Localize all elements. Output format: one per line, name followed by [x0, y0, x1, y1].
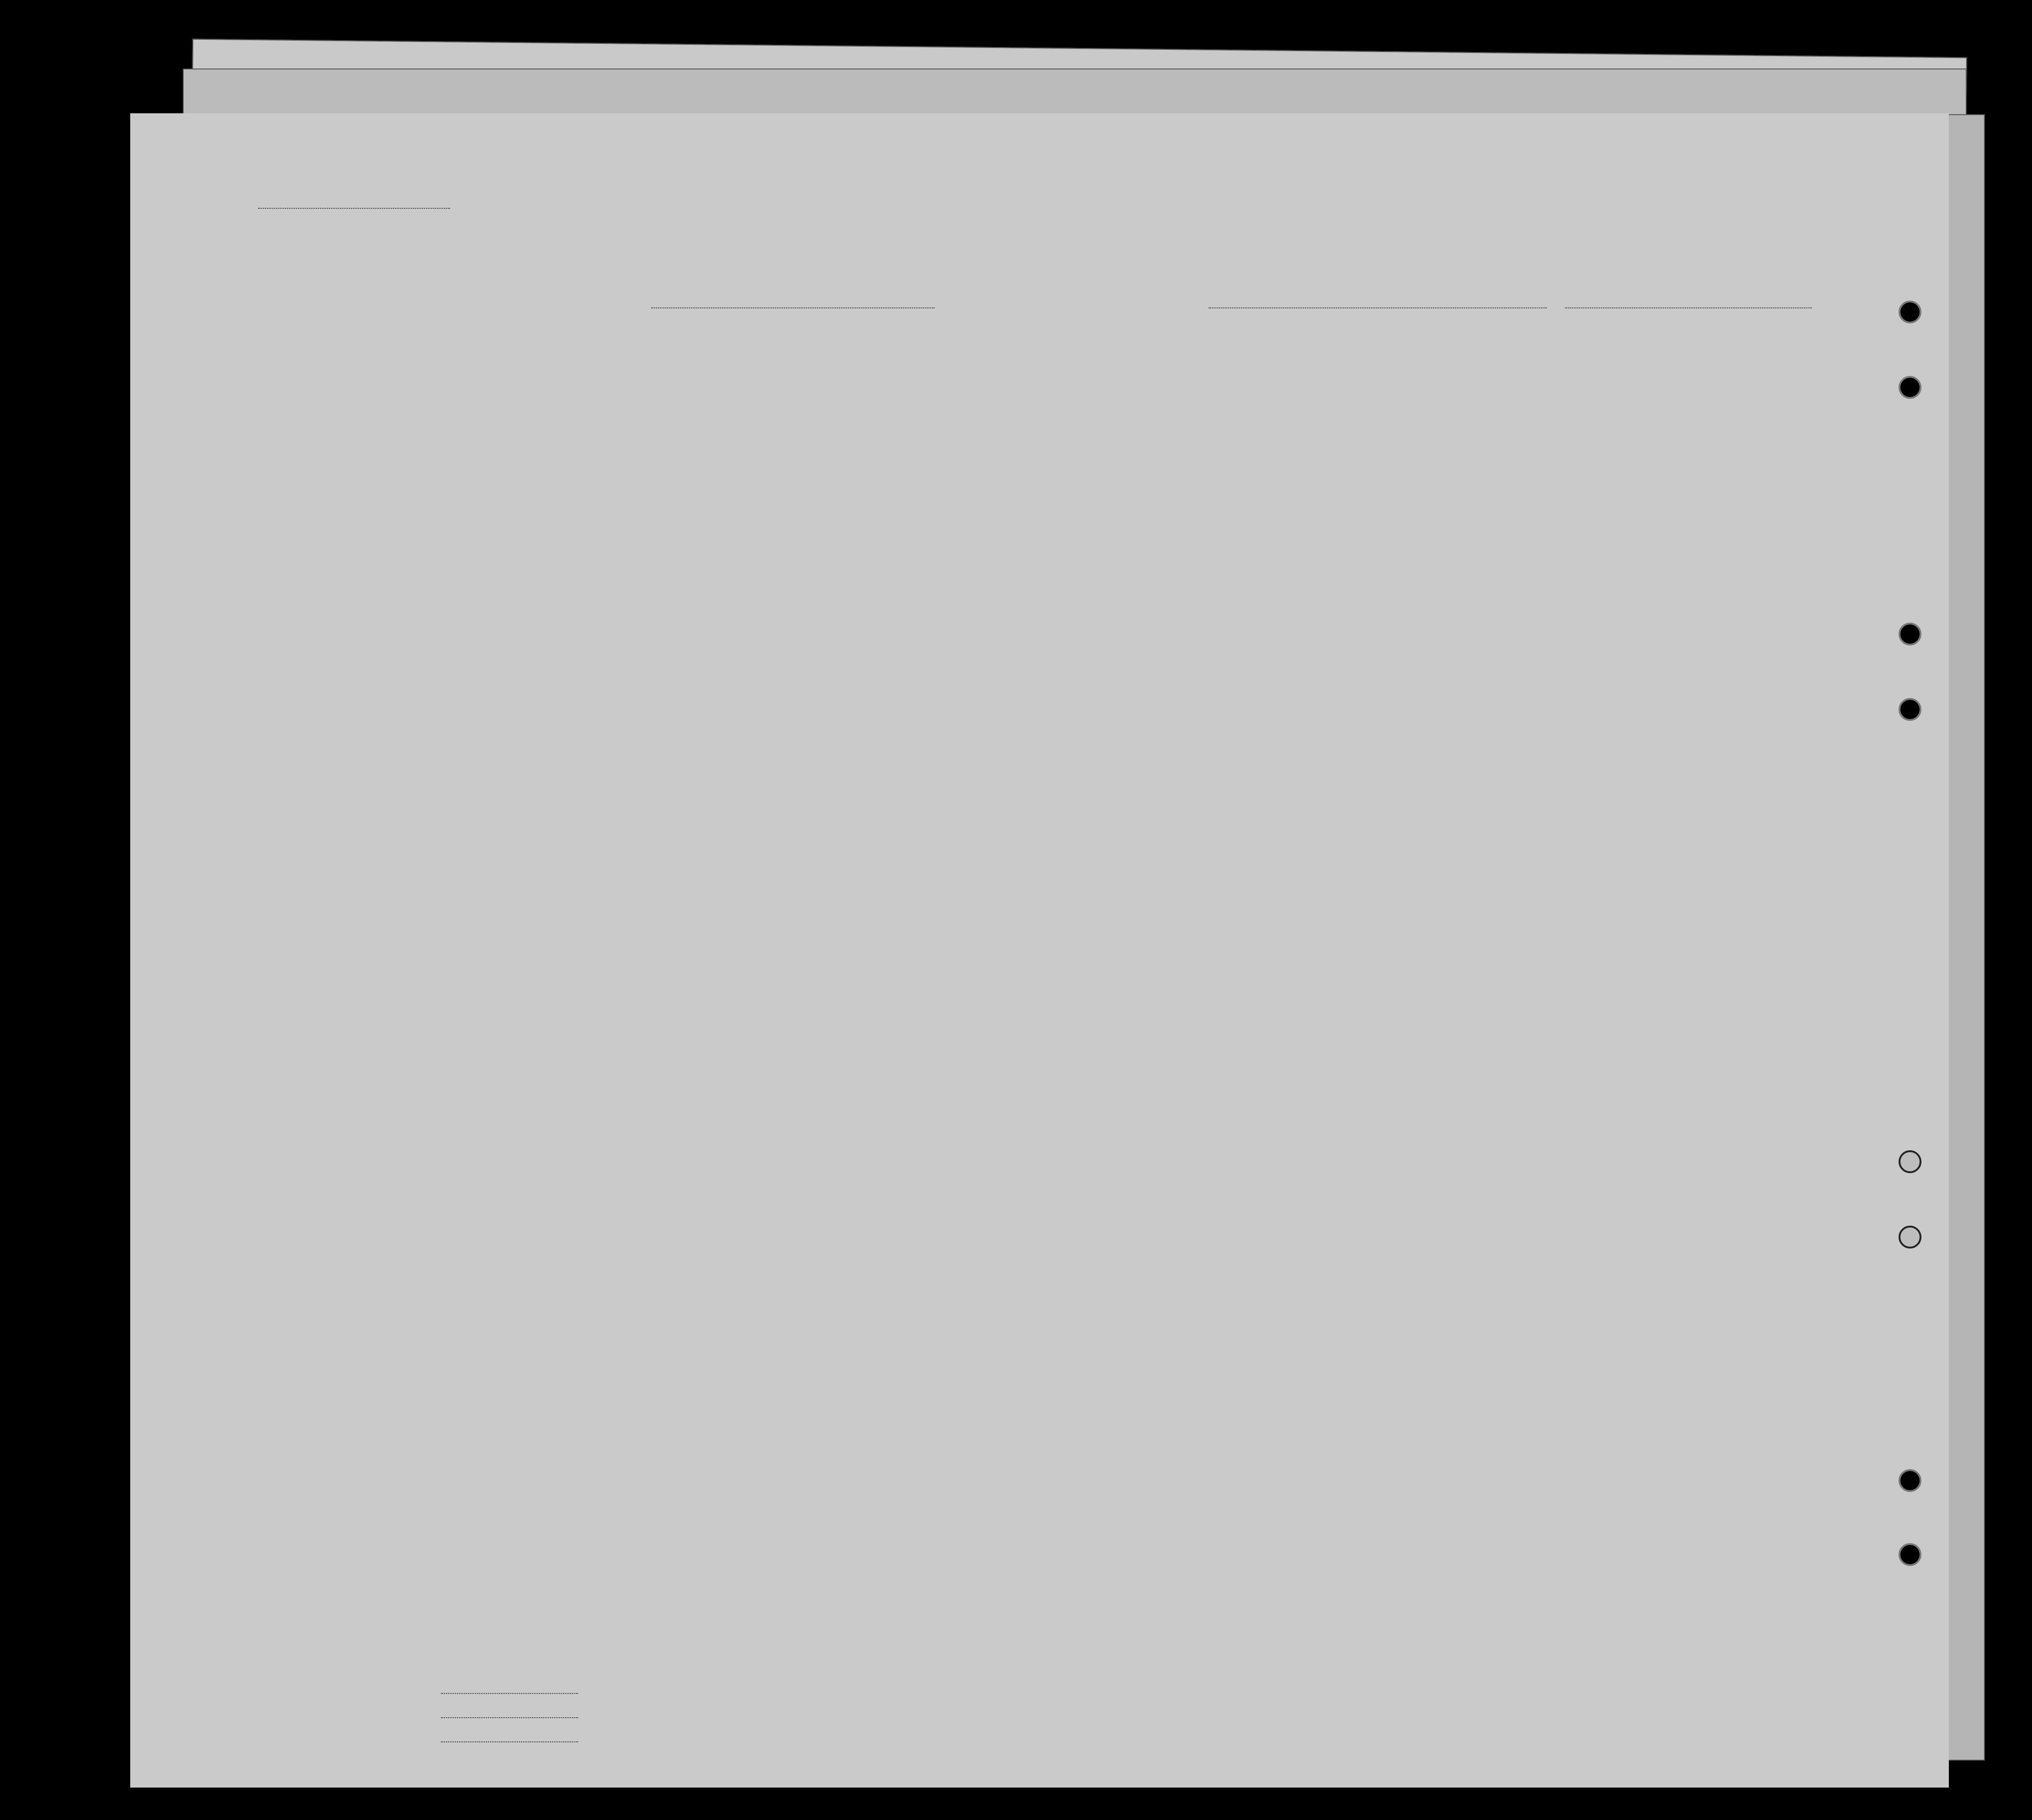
punch-hole: [1899, 376, 1921, 399]
manifest-sheet: [130, 113, 1949, 1788]
footer-total-line: [441, 1693, 578, 1694]
punch-hole: [1899, 698, 1921, 721]
footer-us-line: [441, 1717, 578, 1718]
footer-aliens-line: [441, 1741, 578, 1742]
manifest-grid: [130, 113, 1949, 1788]
punch-hole: [1899, 1469, 1921, 1492]
punch-hole: [1899, 1226, 1921, 1249]
punch-hole: [1899, 623, 1921, 645]
punch-hole: [1899, 1543, 1921, 1566]
punch-hole: [1899, 1150, 1921, 1173]
punch-hole: [1899, 301, 1921, 323]
